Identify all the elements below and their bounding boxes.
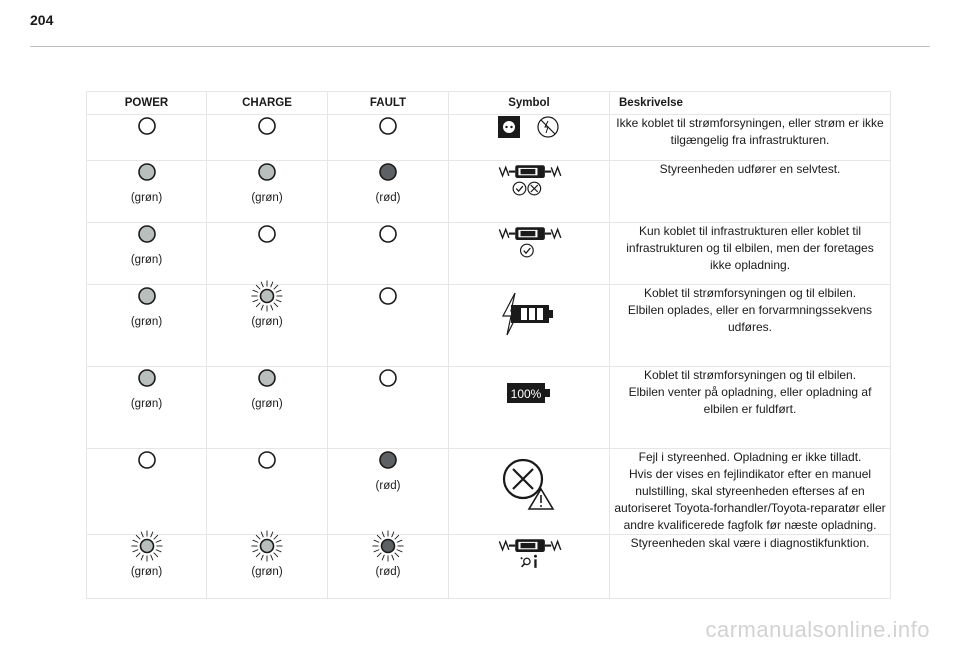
description-line: Koblet til strømforsyningen og til elbilen. — [643, 368, 857, 382]
charge-led-cell — [207, 535, 328, 599]
fault-led-cell — [328, 115, 449, 161]
fault-led-cell — [328, 161, 449, 223]
charge-led-cell — [207, 115, 328, 161]
led-green-icon — [207, 161, 327, 183]
cable-selftest-icon — [494, 161, 564, 197]
description-line: ikke opladning. — [709, 258, 791, 272]
description-line: autoriseret Toyota-forhandler/Toyota-reparatør eller — [614, 501, 886, 515]
led-color-label: (grøn) — [251, 316, 283, 328]
description-line: andre kvalificerede fagfolk før næste opladning. — [623, 518, 877, 532]
description-line: Elbilen oplades, eller en forvarmningssekvens — [627, 303, 873, 317]
header-symbol: Symbol — [449, 92, 610, 115]
power-led-cell — [87, 115, 207, 161]
description-cell — [610, 449, 891, 535]
led-green-icon — [207, 367, 327, 389]
led-off-icon — [87, 115, 206, 137]
description-line: udføres. — [727, 320, 772, 334]
power-led-cell — [87, 449, 207, 535]
symbol-cell — [449, 535, 610, 599]
cable-diagnostic-icon — [494, 535, 564, 571]
led-off-icon — [328, 367, 448, 389]
table-row — [87, 285, 891, 367]
power-led-cell — [87, 535, 207, 599]
battery-charging-icon — [501, 291, 557, 337]
led-redblink-icon — [328, 529, 448, 563]
led-greenblink-icon — [207, 279, 327, 313]
symbol-cell — [449, 223, 610, 285]
plug-disconnected-icon — [496, 115, 562, 139]
led-red-icon — [328, 449, 448, 471]
charge-led-cell — [207, 285, 328, 367]
led-green-icon — [87, 161, 206, 183]
table-row — [87, 449, 891, 535]
power-led-cell — [87, 285, 207, 367]
led-off-icon — [87, 449, 206, 471]
fault-led-cell — [328, 367, 449, 449]
fault-led-cell — [328, 223, 449, 285]
led-color-label: (grøn) — [251, 566, 283, 578]
led-off-icon — [328, 115, 448, 137]
fault-led-cell — [328, 535, 449, 599]
table-row — [87, 367, 891, 449]
description-line: nulstilling, skal styreenheden efterses af en — [635, 484, 865, 498]
led-green-icon — [87, 285, 206, 307]
header-power: POWER — [87, 92, 207, 115]
description-line: Hvis der vises en fejlindikator efter en manuel — [628, 467, 872, 481]
led-status-table — [86, 91, 891, 599]
description-line: Ikke koblet til strømforsyningen, eller strøm er ikke — [616, 116, 884, 130]
led-off-icon — [207, 223, 327, 245]
description-line: Kun koblet til infrastrukturen eller koblet til — [638, 224, 862, 238]
led-color-label: (rød) — [375, 480, 401, 492]
battery-percent-text: 100% — [510, 387, 542, 401]
description-cell — [610, 223, 891, 285]
table-row — [87, 535, 891, 599]
symbol-cell — [449, 285, 610, 367]
description-cell — [610, 161, 891, 223]
led-color-label: (grøn) — [130, 316, 163, 328]
led-greenblink-icon — [87, 529, 206, 563]
led-off-icon — [328, 285, 448, 307]
header-beskrivelse: Beskrivelse — [610, 92, 891, 115]
description-line: infrastrukturen og til elbilen, men der foretages — [626, 241, 874, 255]
cable-connected-icon — [494, 223, 564, 259]
symbol-cell — [449, 449, 610, 535]
led-off-icon — [207, 115, 327, 137]
led-color-label: (grøn) — [130, 192, 163, 204]
led-color-label: (rød) — [375, 566, 401, 578]
fault-warning-icon — [501, 457, 557, 511]
header-rule — [30, 46, 930, 47]
description-line: Koblet til strømforsyningen og til elbilen. — [643, 286, 857, 300]
battery-full-icon — [507, 383, 551, 403]
description-line: tilgængelig fra infrastrukturen. — [670, 133, 830, 147]
charge-led-cell — [207, 223, 328, 285]
power-led-cell — [87, 367, 207, 449]
led-color-label: (grøn) — [251, 398, 283, 410]
page-number: 204 — [30, 12, 54, 28]
description-line: Fejl i styreenhed. Opladning er ikke tilladt. — [638, 450, 862, 464]
watermark: carmanualsonline.info — [705, 617, 930, 642]
description-cell — [610, 367, 891, 449]
power-led-cell — [87, 223, 207, 285]
table-header-row — [87, 92, 891, 115]
symbol-cell — [449, 161, 610, 223]
fault-led-cell — [328, 285, 449, 367]
header-charge: CHARGE — [207, 92, 328, 115]
led-green-icon — [87, 367, 206, 389]
symbol-cell — [449, 115, 610, 161]
charge-led-cell — [207, 367, 328, 449]
charge-led-cell — [207, 161, 328, 223]
led-off-icon — [207, 449, 327, 471]
power-led-cell — [87, 161, 207, 223]
led-color-label: (grøn) — [130, 254, 163, 266]
description-cell — [610, 285, 891, 367]
table-row — [87, 115, 891, 161]
table-row — [87, 161, 891, 223]
charge-led-cell — [207, 449, 328, 535]
description-line: elbilen er fuldført. — [703, 402, 797, 416]
symbol-cell — [449, 367, 610, 449]
description-line: Styreenheden skal være i diagnostikfunktion. — [630, 536, 870, 550]
fault-led-cell — [328, 449, 449, 535]
description-line: Elbilen venter på opladning, eller opladning af — [628, 385, 872, 399]
table-row — [87, 223, 891, 285]
led-color-label: (grøn) — [130, 398, 163, 410]
description-line: Styreenheden udfører en selvtest. — [659, 162, 841, 176]
led-red-icon — [328, 161, 448, 183]
header-fault: FAULT — [328, 92, 449, 115]
description-cell — [610, 115, 891, 161]
led-off-icon — [328, 223, 448, 245]
led-green-icon — [87, 223, 206, 245]
led-color-label: (grøn) — [251, 192, 283, 204]
led-color-label: (grøn) — [130, 566, 163, 578]
led-color-label: (rød) — [375, 192, 401, 204]
description-cell — [610, 535, 891, 599]
led-greenblink-icon — [207, 529, 327, 563]
